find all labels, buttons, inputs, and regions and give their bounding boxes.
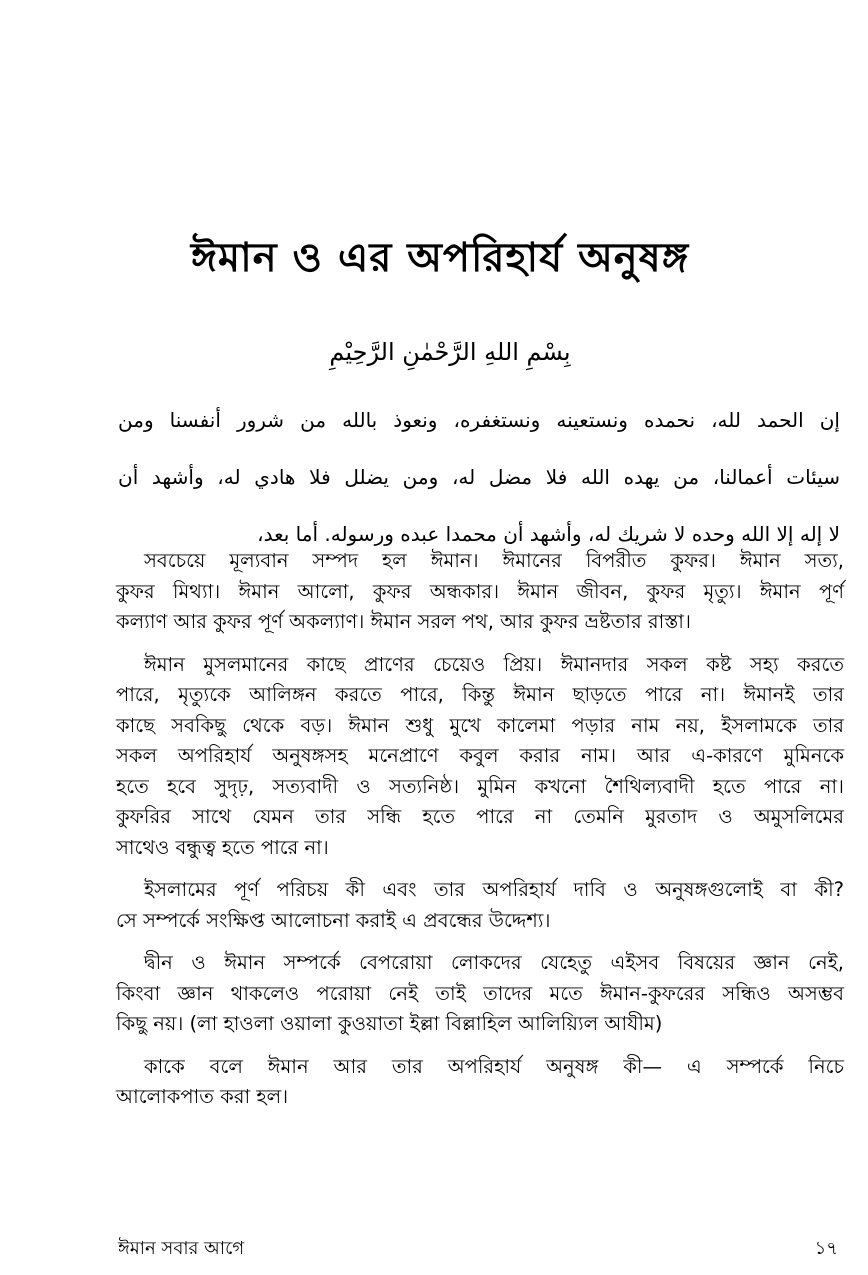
text-line: আলোকপাত করা হল। (116, 1085, 289, 1108)
arabic-khutbah (118, 392, 840, 563)
text-line: সাথেও বন্ধুত্ব হতে পারে না। (116, 835, 329, 859)
text-line: সে সম্পর্কে সংক্ষিপ্ত আলোচনা করাই এ প্রবন্ধের উদ্দেশ্য। (116, 908, 551, 932)
bismillah-calligraphy: بِسْمِ اللهِ الرَّحْمٰنِ الرَّحِيْمِ (329, 338, 571, 366)
text-line: সবচেয়ে মূল্যবান সম্পদ হল ঈমান। ঈমানের বিপরীত কুফর। ঈমান সত্য, (144, 549, 844, 572)
text-line: কুফরির সাথে যেমন তার সন্ধি হতে পারে না তেমনি মুরতাদ ও অমুসলিমের (116, 805, 844, 828)
text-line: কল্যাণ আর কুফর পূর্ণ অকল্যাণ। ঈমান সরল পথ, আর কুফর ভ্রষ্টতার রাস্তা। (116, 610, 691, 633)
text-line: হতে হবে সুদৃঢ়, সত্যবাদী ও সত্যনিষ্ঠ। মুমিন কখনো শৈথিল্যবাদী হতে পারে না। (116, 774, 844, 798)
text-line: সকল অপরিহার্য অনুষঙ্গসহ মনেপ্রাণে কবুল করার নাম। আর এ-কারণে মুমিনকে (116, 744, 844, 767)
text-line: ইসলামের পূর্ণ পরিচয় কী এবং তার অপরিহার্য দাবি ও অনুষঙ্গগুলোই বা কী? (144, 878, 844, 901)
paragraph (116, 546, 844, 638)
text-line: কিছু নয়। (লা হাওলা ওয়ালা কুওয়াতা ইল্লা বিল্লাহিল আলিয়্যিল আযীম) (116, 1012, 663, 1035)
arabic-line: إن الحمد لله، نحمده ونستعينه ونستغفره، ونعوذ بالله من شرور أنفسنا ومن (118, 408, 840, 432)
text-line: দ্বীন ও ঈমান সম্পর্কে বেপরোয়া লোকদের যেহেতু এইসব বিষয়ের জ্ঞান নেই, (144, 951, 844, 974)
text-line: পারে, মৃত্যুকে আলিঙ্গন করতে পারে, কিন্তু ঈমান ছাড়তে পারে না। ঈমানই তার (116, 683, 844, 706)
paragraph (116, 948, 844, 1040)
paragraph (116, 1052, 844, 1113)
arabic-line: سيئات أعمالنا، من يهده الله فلا مضل له، ومن يضلل فلا هادي له، وأشهد أن (118, 465, 840, 489)
paragraph (116, 650, 844, 864)
text-line: কাছে সবকিছু থেকে বড়। ঈমান শুধু মুখে কালেমা পড়ার নাম নয়, ইসলামকে তার (116, 713, 844, 737)
text-line: কুফর মিথ্যা। ঈমান আলো, কুফর অন্ধকার। ঈমান জীবন, কুফর মৃত্যু। ঈমান পূর্ণ (116, 579, 844, 603)
body-text (116, 546, 844, 1125)
text-line: কাকে বলে ঈমান আর তার অপরিহার্য অনুষঙ্গ কী— এ সম্পর্কে নিচে (144, 1054, 844, 1078)
text-line: ঈমান মুসলমানের কাছে প্রাণের চেয়েও প্রিয়। ঈমানদার সকল কষ্ট সহ্য করতে (144, 652, 844, 676)
page-number: ১৭ (814, 1238, 838, 1259)
arabic-line: لا إله إلا الله وحده لا شريك له، وأشهد أن محمدا عبده ورسوله. أما بعد، (257, 522, 840, 546)
chapter-title: ঈমান ও এর অপরিহার্য অনুষঙ্গ (190, 235, 690, 281)
text-line: কিংবা জ্ঞান থাকলেও পরোয়া নেই তাই তাদের মতে ঈমান-কুফরের সন্ধিও অসম্ভব (116, 981, 844, 1005)
running-footer-title: ঈমান সবার আগে (118, 1238, 245, 1259)
paragraph (116, 875, 844, 936)
